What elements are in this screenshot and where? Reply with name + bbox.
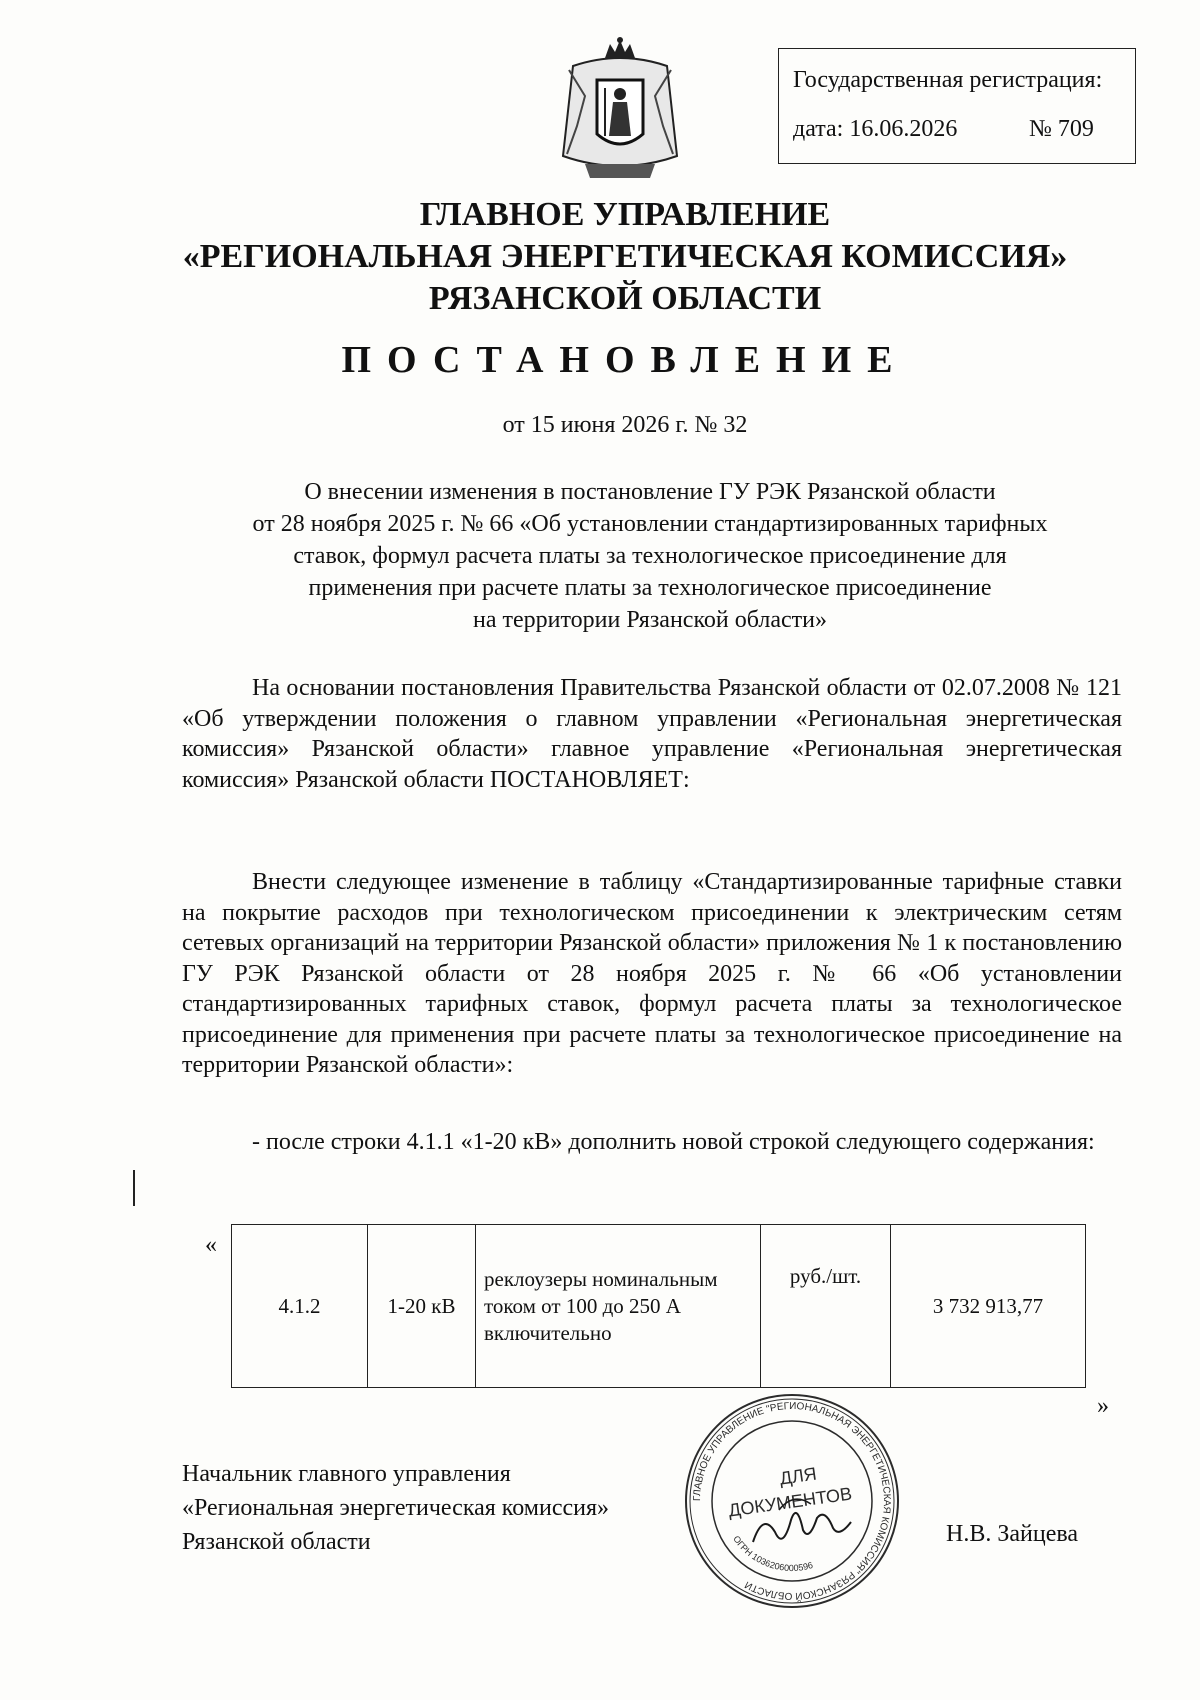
table-close-quote: » [1097, 1393, 1109, 1419]
body-paragraph-1: На основании постановления Правительства Рязанской области от 02.07.2008 № 121 «Об утверждении положения о главном управлении «Региональная энергетическая комиссия» Рязанской области» главное управление «Региональная энергетическая комиссия» Рязанской области ПОСТАНОВЛЯЕТ: [182, 675, 1122, 793]
registration-number: № 709 [1029, 116, 1094, 142]
position-line-3: Рязанской области [182, 1529, 371, 1555]
subject-line-3: ставок, формул расчета платы за технологическое присоединение для [293, 543, 1007, 569]
document-subject [170, 476, 1130, 636]
signatory-position [182, 1457, 609, 1559]
cell-voltage: 1-20 кВ [368, 1225, 476, 1388]
subject-line-1: О внесении изменения в постановление ГУ РЭК Рязанской области [304, 479, 996, 505]
signatory-name: Н.В. Зайцева [946, 1521, 1079, 1547]
subject-line-5: на территории Рязанской области» [473, 607, 827, 633]
org-line-1: ГЛАВНОЕ УПРАВЛЕНИЕ [419, 196, 831, 233]
stamp-center-line-1: ДЛЯ [778, 1463, 818, 1489]
table-open-quote: « [205, 1232, 217, 1258]
body-paragraph-3: - после строки 4.1.1 «1-20 кВ» дополнить новой строкой следующего содержания: [252, 1129, 1095, 1155]
position-line-2: «Региональная энергетическая комиссия» [182, 1495, 610, 1521]
handwritten-signature [753, 1513, 851, 1542]
org-line-2: «РЕГИОНАЛЬНАЯ ЭНЕРГЕТИЧЕСКАЯ КОМИССИЯ» [182, 238, 1068, 275]
document-date: от 15 июня 2026 г. № 32 [502, 412, 748, 438]
registration-box [778, 48, 1136, 164]
stamp-outer-text: ГЛАВНОЕ УПРАВЛЕНИЕ "РЕГИОНАЛЬНАЯ ЭНЕРГЕТИЧЕСКАЯ КОМИССИЯ" РЯЗАНСКОЙ ОБЛАСТИ [691, 1400, 893, 1602]
official-stamp [683, 1392, 901, 1610]
organization-title [100, 194, 1150, 320]
cell-description: реклоузеры номинальным током от 100 до 250 А включительно [476, 1225, 761, 1388]
cell-code: 4.1.2 [232, 1225, 368, 1388]
subject-line-2: от 28 ноября 2025 г. № 66 «Об установлении стандартизированных тарифных [252, 511, 1048, 537]
registration-title: Государственная регистрация: [793, 67, 1103, 93]
position-line-1: Начальник главного управления [182, 1461, 511, 1487]
document-type: ПОСТАНОВЛЕНИЕ [341, 339, 909, 381]
registration-date: дата: 16.06.2026 [793, 116, 958, 142]
table-row [232, 1225, 1086, 1388]
tariff-table [231, 1224, 1086, 1388]
body-paragraph-2: Внести следующее изменение в таблицу «Стандартизированные тарифные ставки на покрытие расходов при технологическом присоединении к электрическим сетям сетевых организаций на территории Рязанской области» приложения № 1 к постановлению ГУ РЭК Рязанской области от 28 ноября 2025 г. № 66 «Об установлении стандартизированных тарифных ставок, формул расчета платы за технологическое присоединение для применения при расчете платы за технологическое присоединение на территории Рязанской области»: [182, 869, 1122, 1078]
stamp-inner-text: ОГРН 1036206000596 [731, 1533, 815, 1574]
stamp-center-line-2: ДОКУМЕНТОВ [727, 1483, 854, 1521]
org-line-3: РЯЗАНСКОЙ ОБЛАСТИ [428, 280, 822, 317]
cell-unit: руб./шт. [761, 1225, 891, 1388]
cell-value: 3 732 913,77 [891, 1225, 1086, 1388]
subject-line-4: применения при расчете платы за технологическое присоединение [308, 575, 992, 601]
margin-mark [133, 1170, 135, 1206]
coat-of-arms-icon [555, 36, 685, 186]
